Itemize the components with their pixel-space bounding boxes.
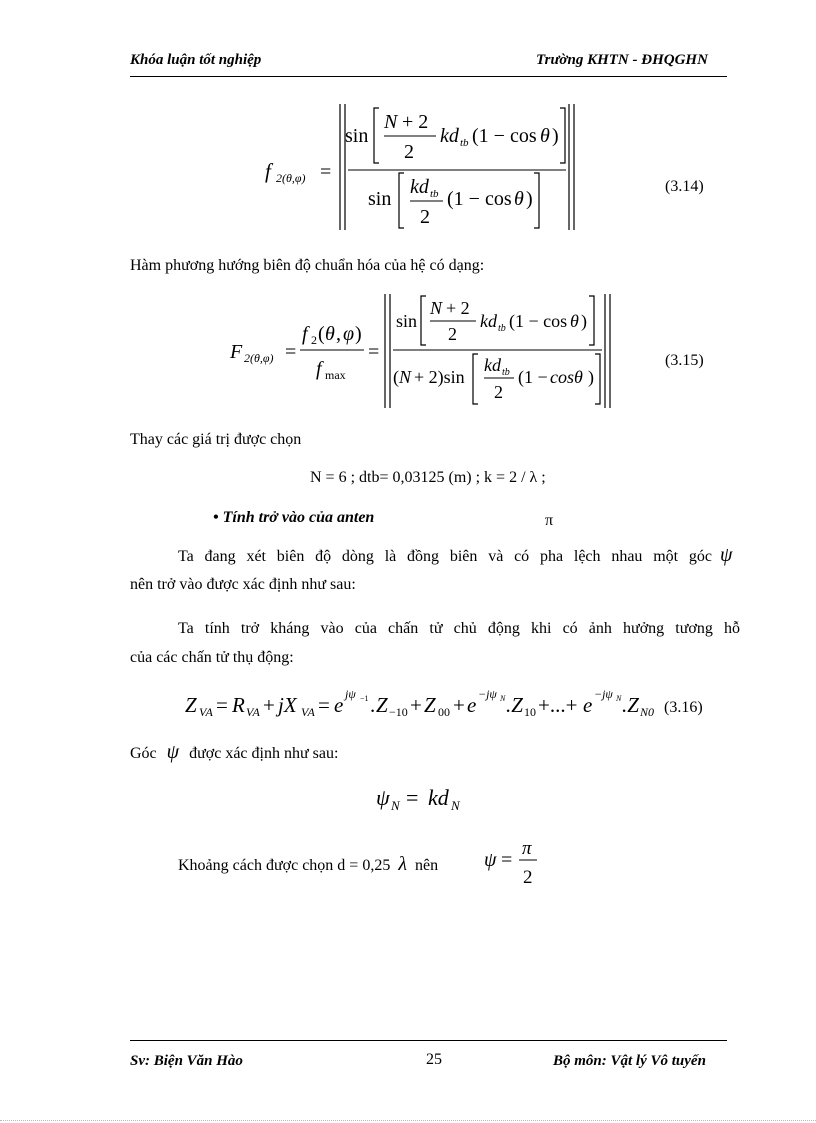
distance-text: Khoảng cách được chọn d = 0,25	[178, 857, 391, 874]
svg-text:VA: VA	[199, 705, 213, 719]
svg-text:N: N	[430, 298, 443, 318]
svg-text:=: =	[318, 693, 330, 717]
svg-text:f: f	[316, 358, 322, 380]
svg-text:tb: tb	[460, 137, 469, 149]
svg-text:f: f	[265, 159, 271, 183]
angle-intro-text: Góc	[130, 745, 157, 762]
svg-text:f: f	[302, 323, 308, 345]
svg-text:e: e	[467, 693, 477, 717]
svg-text:ψ: ψ	[376, 785, 390, 810]
svg-text:N: N	[399, 367, 412, 387]
svg-text:+: +	[453, 693, 465, 717]
svg-text:(: (	[393, 367, 399, 387]
svg-text:ψ: ψ	[484, 849, 497, 871]
paragraph-chosen-values: Thay các giá trị được chọn	[130, 431, 302, 448]
svg-text:N: N	[391, 798, 400, 813]
svg-text:tb: tb	[498, 323, 506, 334]
svg-text:=: =	[320, 161, 332, 183]
header-right: Trường KHTN - ĐHQGHN	[536, 52, 708, 68]
equation-psi-n	[0, 775, 816, 820]
header-rule	[130, 76, 727, 77]
svg-text:−jψ: −jψ	[478, 687, 497, 701]
svg-text:VA: VA	[301, 705, 315, 719]
svg-text:kd: kd	[440, 125, 459, 147]
svg-text:π: π	[522, 838, 532, 859]
svg-text:θ: θ	[540, 125, 550, 147]
equation-3-16-number: (3.16)	[664, 699, 703, 716]
svg-text:sin: sin	[368, 188, 392, 210]
svg-text:sin: sin	[396, 311, 418, 331]
footer-right: Bộ môn: Vật lý Vô tuyến	[553, 1053, 706, 1069]
svg-text:.Z: .Z	[622, 693, 639, 717]
svg-text:2: 2	[448, 324, 457, 344]
svg-text:): )	[588, 367, 594, 387]
footer-left: Sv: Biện Văn Hào	[130, 1053, 243, 1069]
angle-intro	[130, 741, 338, 765]
paragraph-impedance-line1: Ta tính trở kháng vào của chấn tử chủ động khi có ảnh hưởng tương hỗ	[178, 620, 740, 637]
psi-symbol: ψ	[720, 544, 733, 566]
svg-text:jX: jX	[278, 693, 297, 717]
svg-text:=: =	[285, 341, 297, 363]
svg-text:=: =	[216, 693, 228, 717]
values-text: N = 6 ; dtb= 0,03125 (m) ; k = 2 / λ ;	[310, 469, 546, 486]
paragraph-phase-line1: Ta đang xét biên độ dòng là đồng biên và có pha lệch nhau một góc	[178, 548, 712, 565]
svg-text:2(θ,φ): 2(θ,φ)	[276, 171, 306, 185]
lambda-symbol: λ	[398, 853, 407, 875]
angle-intro-rest: được xác định như sau:	[189, 745, 339, 762]
svg-text:kd: kd	[484, 355, 501, 375]
svg-text:(1 − cos: (1 − cos	[472, 125, 537, 147]
svg-text:2: 2	[420, 206, 430, 228]
svg-text:): )	[581, 311, 587, 331]
page-number: 25	[426, 1051, 442, 1068]
svg-text:): )	[526, 188, 533, 210]
svg-text:(1 − cos: (1 − cos	[509, 311, 568, 331]
svg-text:cosθ: cosθ	[550, 367, 583, 387]
svg-text:2(θ,φ): 2(θ,φ)	[244, 351, 274, 365]
svg-text:): )	[552, 125, 559, 147]
svg-text:=: =	[406, 785, 419, 810]
equation-psi-pi-over-2	[480, 830, 550, 890]
distance-line	[178, 853, 438, 877]
svg-text:R: R	[232, 693, 245, 717]
svg-text:+ 2: + 2	[402, 111, 429, 133]
svg-text:θ: θ	[570, 311, 579, 331]
svg-text:10: 10	[524, 705, 536, 719]
svg-text:VA: VA	[246, 705, 260, 719]
svg-text:(1 −: (1 −	[518, 367, 548, 387]
svg-text:sin: sin	[345, 125, 369, 147]
svg-text:): )	[355, 323, 362, 345]
svg-text:N: N	[500, 694, 506, 703]
svg-text:=: =	[501, 849, 513, 871]
paragraph-impedance-line2: của các chấn tử thụ động:	[130, 649, 294, 666]
svg-text:N: N	[451, 798, 460, 813]
svg-text:+ 2)sin: + 2)sin	[414, 367, 465, 387]
svg-text:tb: tb	[502, 367, 510, 378]
svg-text:−10: −10	[389, 705, 408, 719]
svg-text:max: max	[325, 368, 346, 382]
svg-text:−1: −1	[360, 694, 369, 703]
svg-text:(: (	[318, 323, 325, 345]
svg-text:+ 2: + 2	[446, 298, 470, 318]
paragraph-phase-line2: nên trở vào được xác định như sau:	[130, 576, 356, 593]
svg-text:e: e	[334, 693, 344, 717]
svg-text:00: 00	[438, 705, 450, 719]
psi-symbol-inline: ψ	[166, 741, 180, 763]
svg-text:,: ,	[336, 323, 341, 345]
svg-text:N0: N0	[640, 705, 655, 719]
values-line	[310, 467, 546, 489]
svg-text:kd: kd	[480, 311, 497, 331]
svg-text:N: N	[616, 694, 622, 703]
equation-3-14-number: (3.14)	[665, 178, 704, 195]
svg-text:N: N	[384, 111, 398, 133]
stray-pi: π	[545, 512, 554, 529]
bullet-heading	[213, 507, 374, 529]
svg-text:.Z: .Z	[506, 693, 523, 717]
svg-text:(1 − cos: (1 − cos	[447, 188, 512, 210]
svg-text:−jψ: −jψ	[594, 687, 613, 701]
footer-rule	[130, 1040, 727, 1041]
svg-text:Z: Z	[185, 693, 197, 717]
svg-text:2: 2	[404, 141, 414, 163]
svg-text:φ: φ	[343, 323, 355, 345]
svg-text:+: +	[263, 693, 275, 717]
header-left: Khóa luận tốt nghiệp	[130, 52, 262, 68]
svg-text:kd: kd	[410, 176, 429, 198]
svg-text:2: 2	[311, 333, 317, 347]
svg-text:.: .	[370, 693, 376, 717]
page-edge-dotted	[0, 1120, 816, 1121]
svg-text:e: e	[583, 693, 593, 717]
svg-text:=: =	[368, 341, 380, 363]
paragraph-normalized: Hàm phương hướng biên độ chuẩn hóa của hệ có dạng:	[130, 257, 485, 274]
bullet-dot-icon: •	[213, 509, 219, 526]
svg-text:2: 2	[523, 867, 533, 888]
distance-rest: nên	[415, 857, 439, 874]
bullet-heading-text: Tính trở vào của anten	[222, 509, 375, 526]
svg-text:+...+: +...+	[538, 693, 578, 717]
svg-text:+: +	[410, 693, 422, 717]
svg-text:θ: θ	[325, 323, 335, 345]
svg-text:Z: Z	[376, 693, 388, 717]
svg-text:tb: tb	[430, 188, 439, 200]
svg-text:θ: θ	[514, 188, 524, 210]
svg-text:Z: Z	[424, 693, 436, 717]
svg-text:kd: kd	[428, 785, 449, 810]
equation-3-15-number: (3.15)	[665, 352, 704, 369]
svg-text:2: 2	[494, 382, 503, 402]
svg-text:jψ: jψ	[345, 687, 356, 701]
equation-3-14	[0, 100, 816, 235]
svg-text:F: F	[230, 341, 243, 363]
